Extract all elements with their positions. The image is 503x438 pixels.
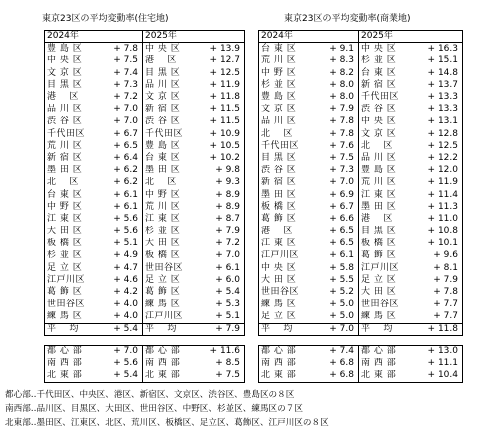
change-rate-cell: + 12.8 [411, 128, 463, 140]
change-rate-cell: + 6.8 [311, 358, 359, 370]
change-rate-cell: + 7.0 [97, 346, 143, 358]
change-rate-cell: + 4.0 [97, 311, 143, 323]
table-row [45, 152, 245, 164]
table-row [259, 201, 463, 213]
ward-name-cell: 世田谷区 [143, 262, 195, 274]
table-row [259, 55, 463, 67]
change-rate-cell: + 6.5 [97, 140, 143, 152]
block-row [45, 370, 245, 382]
ward-name-cell: 葛 飾 区 [259, 213, 311, 225]
change-rate-cell: + 7.5 [195, 370, 245, 382]
table-row [45, 274, 245, 286]
ward-name-cell: 板 橋 区 [45, 238, 97, 250]
change-rate-cell: + 9.3 [195, 177, 245, 189]
right-block-table [258, 345, 463, 383]
change-rate-cell: + 8.9 [195, 201, 245, 213]
table-row [45, 201, 245, 213]
change-rate-cell: + 8.3 [311, 55, 359, 67]
ward-name-cell: 新 宿 区 [259, 177, 311, 189]
ward-name-cell: 平 均 [259, 323, 311, 335]
average-row [45, 323, 245, 335]
change-rate-cell: + 5.0 [311, 299, 359, 311]
ward-name-cell: 江戸川区 [259, 250, 311, 262]
change-rate-cell: + 11.3 [411, 201, 463, 213]
ward-name-cell: 中 央 区 [259, 262, 311, 274]
ward-name-cell: 千代田区 [45, 128, 97, 140]
change-rate-cell: + 7.5 [97, 55, 143, 67]
ward-name-cell: 練 馬 区 [143, 299, 195, 311]
change-rate-cell: + 12.0 [411, 165, 463, 177]
table-row [259, 299, 463, 311]
table-row [45, 311, 245, 323]
year-header: 2024年 [45, 31, 143, 43]
change-rate-cell: + 4.6 [97, 274, 143, 286]
ward-name-cell: 中 野 区 [45, 201, 97, 213]
ward-name-cell: 平 均 [143, 323, 195, 335]
ward-name-cell: 台 東 区 [259, 43, 311, 55]
change-rate-cell: + 7.0 [311, 177, 359, 189]
change-rate-cell: + 16.3 [411, 43, 463, 55]
ward-name-cell: 江 東 区 [45, 213, 97, 225]
table-row [259, 311, 463, 323]
change-rate-cell: + 8.0 [311, 91, 359, 103]
change-rate-cell: + 8.2 [311, 67, 359, 79]
note-central: 都心部‥千代田区、中央区、港区、新宿区、文京区、渋谷区、豊島区の８区 [5, 390, 295, 400]
change-rate-cell: + 13.3 [411, 104, 463, 116]
ward-name-cell: 北 東 部 [359, 370, 411, 382]
change-rate-cell: + 7.0 [97, 104, 143, 116]
change-rate-cell: + 7.3 [97, 79, 143, 91]
ward-name-cell: 台 東 区 [143, 152, 195, 164]
ward-name-cell: 杉 並 区 [45, 250, 97, 262]
ward-name-cell: 荒 川 区 [259, 55, 311, 67]
ward-name-cell: 足 立 区 [143, 274, 195, 286]
ward-name-cell: 墨 田 区 [359, 201, 411, 213]
change-rate-cell: + 12.5 [411, 140, 463, 152]
change-rate-cell: + 5.1 [195, 311, 245, 323]
ward-name-cell: 豊 島 区 [259, 91, 311, 103]
change-rate-cell: + 7.0 [97, 116, 143, 128]
ward-name-cell: 世田谷区 [359, 299, 411, 311]
table-row [45, 128, 245, 140]
ward-name-cell: 品 川 区 [143, 79, 195, 91]
change-rate-cell: + 10.4 [411, 370, 463, 382]
table-row [259, 226, 463, 238]
ward-name-cell: 葛 飾 区 [143, 286, 195, 298]
table-row [259, 67, 463, 79]
ward-name-cell: 豊 島 区 [45, 43, 97, 55]
ward-name-cell: 目 黒 区 [143, 67, 195, 79]
table-row [45, 299, 245, 311]
change-rate-cell: + 11.0 [411, 213, 463, 225]
change-rate-cell: + 7.4 [311, 346, 359, 358]
ward-name-cell: 北 東 部 [143, 370, 195, 382]
ward-name-cell: 中 野 区 [143, 189, 195, 201]
ward-name-cell: 港 区 [143, 55, 195, 67]
change-rate-cell: + 11.9 [411, 177, 463, 189]
ward-name-cell: 千代田区 [359, 91, 411, 103]
ward-name-cell: 台 東 区 [45, 189, 97, 201]
ward-name-cell: 都 心 部 [259, 346, 311, 358]
ward-name-cell: 品 川 区 [359, 152, 411, 164]
ward-name-cell: 南 西 部 [359, 358, 411, 370]
table-row [45, 226, 245, 238]
average-row [259, 323, 463, 335]
change-rate-cell: + 5.4 [97, 370, 143, 382]
ward-name-cell: 港 区 [259, 226, 311, 238]
block-row [259, 346, 463, 358]
change-rate-cell: + 13.9 [195, 43, 245, 55]
table-row [45, 140, 245, 152]
year-header: 2024年 [259, 31, 359, 43]
header-row [45, 31, 245, 43]
ward-name-cell: 練 馬 区 [259, 299, 311, 311]
ward-name-cell: 都 心 部 [45, 346, 97, 358]
ward-name-cell: 中 央 区 [359, 116, 411, 128]
table-row [259, 116, 463, 128]
ward-name-cell: 豊 島 区 [359, 165, 411, 177]
change-rate-cell: + 7.9 [411, 274, 463, 286]
table-row [259, 79, 463, 91]
ward-name-cell: 杉 並 区 [259, 79, 311, 91]
ward-name-cell: 足 立 区 [359, 274, 411, 286]
block-row [45, 346, 245, 358]
ward-name-cell: 新 宿 区 [359, 79, 411, 91]
change-rate-cell: + 6.8 [311, 370, 359, 382]
table-row [259, 140, 463, 152]
left-ranking-table [44, 30, 245, 336]
change-rate-cell: + 9.1 [311, 43, 359, 55]
change-rate-cell: + 7.7 [411, 311, 463, 323]
ward-name-cell: 葛 飾 区 [359, 250, 411, 262]
ward-name-cell: 千代田区 [143, 128, 195, 140]
table-row [45, 104, 245, 116]
header-row [259, 31, 463, 43]
ward-name-cell: 荒 川 区 [45, 140, 97, 152]
change-rate-cell: + 6.7 [311, 201, 359, 213]
change-rate-cell: + 5.3 [195, 299, 245, 311]
ward-name-cell: 平 均 [359, 323, 411, 335]
ward-name-cell: 渋 谷 区 [259, 165, 311, 177]
ward-name-cell: 足 立 区 [45, 262, 97, 274]
change-rate-cell: + 5.6 [97, 358, 143, 370]
table-row [45, 116, 245, 128]
block-row [259, 358, 463, 370]
ward-name-cell: 目 黒 区 [259, 152, 311, 164]
ward-name-cell: 文 京 区 [359, 128, 411, 140]
year-header: 2025年 [143, 31, 245, 43]
change-rate-cell: + 4.2 [97, 286, 143, 298]
change-rate-cell: + 7.3 [311, 165, 359, 177]
ward-name-cell: 平 均 [45, 323, 97, 335]
change-rate-cell: + 8.7 [195, 213, 245, 225]
table-row [259, 250, 463, 262]
change-rate-cell: + 6.9 [311, 189, 359, 201]
ward-name-cell: 練 馬 区 [359, 311, 411, 323]
table-row [45, 286, 245, 298]
change-rate-cell: + 10.9 [195, 128, 245, 140]
change-rate-cell: + 7.9 [311, 104, 359, 116]
ward-name-cell: 都 心 部 [143, 346, 195, 358]
table-row [259, 177, 463, 189]
year-header: 2025年 [359, 31, 463, 43]
table-row [259, 128, 463, 140]
table-row [259, 43, 463, 55]
left-block-table [44, 345, 245, 383]
change-rate-cell: + 6.2 [97, 177, 143, 189]
ward-name-cell: 荒 川 区 [143, 201, 195, 213]
change-rate-cell: + 6.1 [311, 250, 359, 262]
right-table-title: 東京23区の平均変動率(商業地) [284, 14, 411, 24]
table-row [259, 286, 463, 298]
change-rate-cell: + 6.1 [195, 262, 245, 274]
change-rate-cell: + 7.7 [411, 299, 463, 311]
ward-name-cell: 杉 並 区 [143, 226, 195, 238]
table-row [259, 189, 463, 201]
ward-name-cell: 足 立 区 [259, 311, 311, 323]
ward-name-cell: 江戸川区 [45, 274, 97, 286]
change-rate-cell: + 7.4 [97, 67, 143, 79]
ward-name-cell: 板 橋 区 [143, 250, 195, 262]
table-row [259, 213, 463, 225]
ward-name-cell: 江戸川区 [359, 262, 411, 274]
table-row [45, 165, 245, 177]
table-row [45, 55, 245, 67]
change-rate-cell: + 7.9 [195, 323, 245, 335]
change-rate-cell: + 12.7 [195, 55, 245, 67]
change-rate-cell: + 6.4 [97, 152, 143, 164]
table-row [45, 213, 245, 225]
change-rate-cell: + 6.6 [311, 213, 359, 225]
change-rate-cell: + 15.1 [411, 55, 463, 67]
change-rate-cell: + 7.8 [411, 286, 463, 298]
change-rate-cell: + 8.9 [195, 189, 245, 201]
change-rate-cell: + 4.7 [97, 262, 143, 274]
change-rate-cell: + 6.2 [97, 165, 143, 177]
ward-name-cell: 南 西 部 [143, 358, 195, 370]
change-rate-cell: + 11.5 [195, 104, 245, 116]
change-rate-cell: + 7.2 [97, 91, 143, 103]
change-rate-cell: + 7.0 [311, 323, 359, 335]
change-rate-cell: + 12.5 [195, 67, 245, 79]
ward-name-cell: 墨 田 区 [143, 165, 195, 177]
table-row [45, 91, 245, 103]
ward-name-cell: 北 東 部 [259, 370, 311, 382]
change-rate-cell: + 7.8 [311, 116, 359, 128]
change-rate-cell: + 6.1 [97, 201, 143, 213]
table-row [259, 262, 463, 274]
ward-name-cell: 墨 田 区 [259, 189, 311, 201]
ward-name-cell: 新 宿 区 [143, 104, 195, 116]
change-rate-cell: + 4.0 [97, 299, 143, 311]
block-row [45, 358, 245, 370]
change-rate-cell: + 13.1 [411, 116, 463, 128]
ward-name-cell: 台 東 区 [359, 67, 411, 79]
ward-name-cell: 南 西 部 [45, 358, 97, 370]
ward-name-cell: 新 宿 区 [45, 152, 97, 164]
table-row [45, 67, 245, 79]
table-row [45, 177, 245, 189]
table-row [45, 238, 245, 250]
change-rate-cell: + 5.5 [311, 274, 359, 286]
change-rate-cell: + 6.5 [311, 238, 359, 250]
ward-name-cell: 北 区 [359, 140, 411, 152]
change-rate-cell: + 6.5 [311, 226, 359, 238]
change-rate-cell: + 11.9 [195, 79, 245, 91]
ward-name-cell: 大 田 区 [359, 286, 411, 298]
ward-name-cell: 北 区 [143, 177, 195, 189]
change-rate-cell: + 5.8 [311, 262, 359, 274]
change-rate-cell: + 11.8 [411, 323, 463, 335]
ward-name-cell: 港 区 [45, 91, 97, 103]
left-table-title: 東京23区の平均変動率(住宅地) [42, 14, 169, 24]
ward-name-cell: 品 川 区 [45, 104, 97, 116]
change-rate-cell: + 7.8 [97, 43, 143, 55]
note-northeast: 北東部‥墨田区、江東区、北区、荒川区、板橋区、足立区、葛飾区、江戸川区の８区 [5, 418, 329, 428]
ward-name-cell: 豊 島 区 [143, 140, 195, 152]
ward-name-cell: 葛 飾 区 [45, 286, 97, 298]
ward-name-cell: 杉 並 区 [359, 55, 411, 67]
ward-name-cell: 中 央 区 [143, 43, 195, 55]
change-rate-cell: + 10.1 [411, 238, 463, 250]
ward-name-cell: 江 東 区 [359, 189, 411, 201]
change-rate-cell: + 11.8 [195, 91, 245, 103]
change-rate-cell: + 13.0 [411, 346, 463, 358]
change-rate-cell: + 4.9 [97, 250, 143, 262]
ward-name-cell: 文 京 区 [143, 91, 195, 103]
ward-name-cell: 目 黒 区 [45, 79, 97, 91]
change-rate-cell: + 6.0 [195, 274, 245, 286]
table-row [259, 152, 463, 164]
block-row [259, 370, 463, 382]
ward-name-cell: 江 東 区 [143, 213, 195, 225]
ward-name-cell: 大 田 区 [45, 226, 97, 238]
change-rate-cell: + 7.8 [311, 128, 359, 140]
note-southwest: 南西部‥品川区、目黒区、大田区、世田谷区、中野区、杉並区、練馬区の７区 [5, 404, 303, 414]
change-rate-cell: + 7.2 [195, 238, 245, 250]
change-rate-cell: + 8.5 [195, 358, 245, 370]
ward-name-cell: 渋 谷 区 [143, 116, 195, 128]
notes-section [5, 388, 329, 430]
change-rate-cell: + 10.2 [195, 152, 245, 164]
ward-name-cell: 墨 田 区 [45, 165, 97, 177]
change-rate-cell: + 11.6 [195, 346, 245, 358]
ward-name-cell: 大 田 区 [143, 238, 195, 250]
change-rate-cell: + 7.9 [195, 226, 245, 238]
table-row [259, 238, 463, 250]
change-rate-cell: + 10.8 [411, 226, 463, 238]
change-rate-cell: + 5.0 [311, 311, 359, 323]
ward-name-cell: 南 西 部 [259, 358, 311, 370]
change-rate-cell: + 7.6 [311, 140, 359, 152]
change-rate-cell: + 7.5 [311, 152, 359, 164]
ward-name-cell: 渋 谷 区 [359, 104, 411, 116]
ward-name-cell: 江 東 区 [259, 238, 311, 250]
ward-name-cell: 目 黒 区 [359, 226, 411, 238]
ward-name-cell: 北 東 部 [45, 370, 97, 382]
change-rate-cell: + 12.2 [411, 152, 463, 164]
ward-name-cell: 品 川 区 [259, 116, 311, 128]
ward-name-cell: 荒 川 区 [359, 177, 411, 189]
change-rate-cell: + 9.6 [411, 250, 463, 262]
table-row [259, 104, 463, 116]
table-row [259, 91, 463, 103]
ward-name-cell: 中 央 区 [359, 43, 411, 55]
ward-name-cell: 板 橋 区 [259, 201, 311, 213]
table-row [45, 79, 245, 91]
table-row [259, 274, 463, 286]
ward-name-cell: 世田谷区 [45, 299, 97, 311]
change-rate-cell: + 14.8 [411, 67, 463, 79]
change-rate-cell: + 9.8 [195, 165, 245, 177]
change-rate-cell: + 8.0 [311, 79, 359, 91]
ward-name-cell: 都 心 部 [359, 346, 411, 358]
change-rate-cell: + 5.4 [97, 323, 143, 335]
table-row [45, 250, 245, 262]
table-row [45, 43, 245, 55]
change-rate-cell: + 5.2 [311, 286, 359, 298]
ward-name-cell: 文 京 区 [45, 67, 97, 79]
table-row [45, 262, 245, 274]
change-rate-cell: + 5.6 [97, 213, 143, 225]
ward-name-cell: 千代田区 [259, 140, 311, 152]
ward-name-cell: 港 区 [359, 213, 411, 225]
ward-name-cell: 板 橋 区 [359, 238, 411, 250]
ward-name-cell: 大 田 区 [259, 274, 311, 286]
change-rate-cell: + 10.5 [195, 140, 245, 152]
change-rate-cell: + 7.0 [195, 250, 245, 262]
ward-name-cell: 江戸川区 [143, 311, 195, 323]
ward-name-cell: 渋 谷 区 [45, 116, 97, 128]
change-rate-cell: + 11.4 [411, 189, 463, 201]
change-rate-cell: + 11.5 [195, 116, 245, 128]
change-rate-cell: + 6.1 [97, 189, 143, 201]
ward-name-cell: 練 馬 区 [45, 311, 97, 323]
change-rate-cell: + 11.1 [411, 358, 463, 370]
change-rate-cell: + 5.1 [97, 238, 143, 250]
change-rate-cell: + 6.7 [97, 128, 143, 140]
change-rate-cell: + 8.1 [411, 262, 463, 274]
table-row [259, 165, 463, 177]
ward-name-cell: 文 京 区 [259, 104, 311, 116]
right-ranking-table [258, 30, 463, 336]
ward-name-cell: 北 区 [45, 177, 97, 189]
change-rate-cell: + 5.4 [195, 286, 245, 298]
ward-name-cell: 中 央 区 [45, 55, 97, 67]
change-rate-cell: + 13.7 [411, 79, 463, 91]
change-rate-cell: + 5.6 [97, 226, 143, 238]
ward-name-cell: 世田谷区 [259, 286, 311, 298]
table-row [45, 189, 245, 201]
change-rate-cell: + 13.3 [411, 91, 463, 103]
ward-name-cell: 北 区 [259, 128, 311, 140]
ward-name-cell: 中 野 区 [259, 67, 311, 79]
